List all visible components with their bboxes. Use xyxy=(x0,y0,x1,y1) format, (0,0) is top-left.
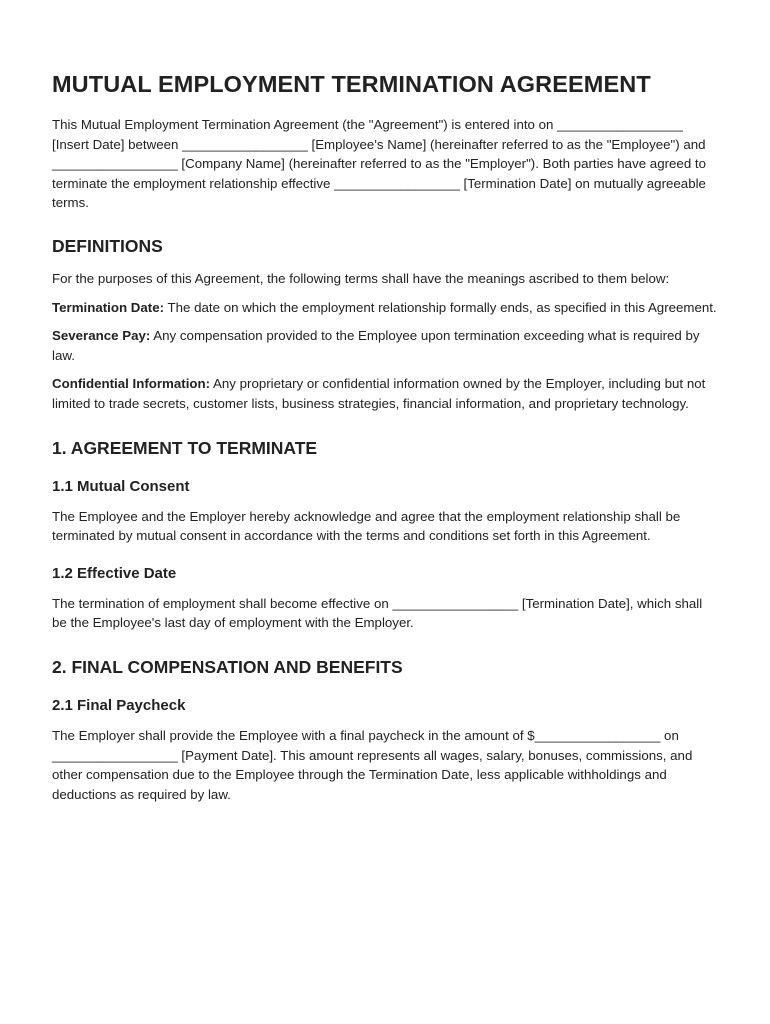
definitions-intro: For the purposes of this Agreement, the following terms shall have the meanings ascribed to them below: xyxy=(52,270,670,286)
definition-term: Termination Date: xyxy=(52,299,165,315)
definition-text: The date on which the employment relationship formally ends, as specified in this Agreement. xyxy=(164,299,717,315)
definition-confidential-information xyxy=(52,374,720,413)
section-2-heading: 2. FINAL COMPENSATION AND BENEFITS xyxy=(52,656,403,677)
section-1-1-text: The Employee and the Employer hereby acknowledge and agree that the employment relationship shall be terminated by mutual consent in accordance with the terms and conditions set forth in this Agreement. xyxy=(52,508,681,544)
definition-text: Any proprietary or confidential information owned by the Employer, including but not limited to trade secrets, customer lists, business strategies, financial information, and proprietary technology. xyxy=(52,376,706,411)
definitions-heading: DEFINITIONS xyxy=(52,235,163,256)
definition-text: Any compensation provided to the Employee upon termination exceeding what is required by law. xyxy=(52,328,700,363)
intro-paragraph: This Mutual Employment Termination Agreement (the "Agreement") is entered into on _________________ [Insert Date] between _________________ [Employee's Name] (hereinafter referred to as the "Employee") and _________________ [Company Name] (hereinafter referred to as the "Employer"). Both parties have agreed to terminate the employment relationship effective _________________ [Termination Date] on mutually agreeable terms. xyxy=(52,117,706,211)
section-1-2-heading: 1.2 Effective Date xyxy=(52,564,177,582)
definition-severance-pay xyxy=(52,326,720,365)
section-1-2-text: The termination of employment shall become effective on _________________ [Termination Date], which shall be the Employee's last day of employment with the Employer. xyxy=(52,595,703,631)
definition-termination-date xyxy=(52,298,720,318)
section-2-1-heading: 2.1 Final Paycheck xyxy=(52,696,186,714)
section-1-1-heading: 1.1 Mutual Consent xyxy=(52,477,190,495)
definition-term: Severance Pay: xyxy=(52,328,151,344)
document-title: MUTUAL EMPLOYMENT TERMINATION AGREEMENT xyxy=(52,71,651,97)
section-1-heading: 1. AGREEMENT TO TERMINATE xyxy=(52,437,318,458)
section-2-1-text: The Employer shall provide the Employee with a final paycheck in the amount of $_________________ on _________________ [Payment Date]. This amount represents all wages, salary, bonuses, commissions, and other compensation due to the Employee through the Termination Date, less applicable withholdings and deductions as required by law. xyxy=(52,727,693,802)
definition-term: Confidential Information: xyxy=(52,376,211,392)
